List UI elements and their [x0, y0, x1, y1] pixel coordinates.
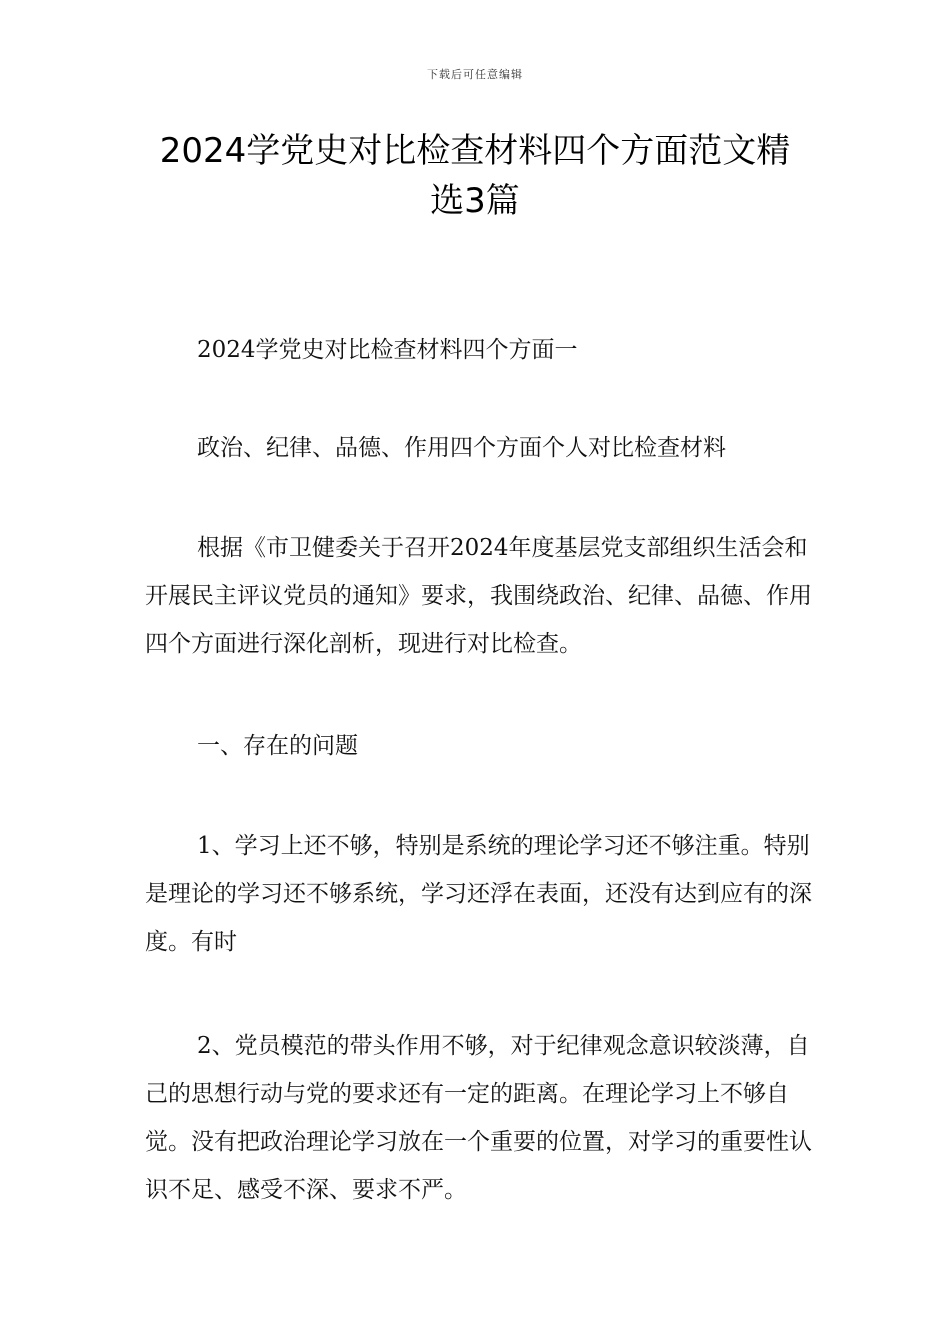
header-note: 下载后可任意编辑	[427, 68, 523, 81]
problem-item-2: 2、党员模范的带头作用不够，对于纪律观念意识较淡薄，自己的思想行动与党的要求还有一定的距离。在理论学习上不够自觉。没有把政治理论学习放在一个重要的位置，对学习的重要性认识不足、感受不深、要求不严。	[145, 1033, 812, 1203]
problem-item-1: 1、学习上还不够，特别是系统的理论学习还不够注重。特别是理论的学习还不够系统，学习还浮在表面，还没有达到应有的深度。有时	[145, 833, 812, 955]
problems-heading: 一、存在的问题	[197, 733, 358, 759]
document-title	[120, 126, 830, 226]
title-line-2: 选3篇	[430, 181, 520, 221]
intro-paragraph: 根据《市卫健委关于召开2024年度基层党支部组织生活会和开展民主评议党员的通知》要求，我围绕政治、纪律、品德、作用四个方面进行深化剖析，现进行对比检查。	[145, 535, 812, 657]
subtitle-paragraph: 政治、纪律、品德、作用四个方面个人对比检查材料	[197, 435, 726, 461]
section-heading: 2024学党史对比检查材料四个方面一	[197, 337, 578, 363]
title-line-1: 2024学党史对比检查材料四个方面范文精	[159, 131, 791, 171]
